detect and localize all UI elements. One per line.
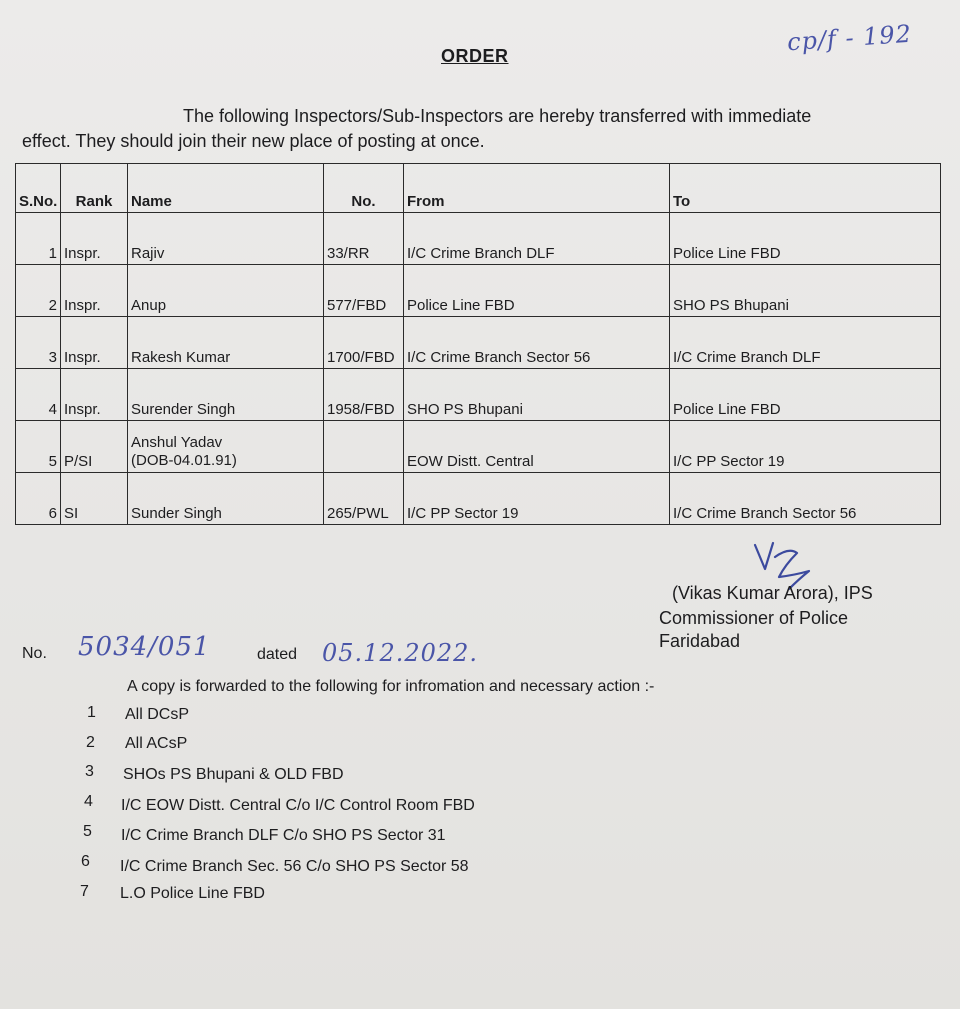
copy-item-number: 1 <box>87 704 96 721</box>
cell-from: Police Line FBD <box>404 265 670 317</box>
cell-to: SHO PS Bhupani <box>670 265 941 317</box>
order-title: ORDER <box>441 46 509 66</box>
copy-item-text: I/C Crime Branch Sec. 56 C/o SHO PS Sector 58 <box>120 858 469 875</box>
table-row <box>16 473 941 525</box>
dispatch-no-label: No. <box>22 645 47 662</box>
dated-label: dated <box>257 646 298 663</box>
cell-sno: 5 <box>16 421 61 473</box>
cell-to: Police Line FBD <box>670 213 941 265</box>
cell-name-line2: (DOB-04.01.91) <box>131 452 237 469</box>
cell-no: 1700/FBD <box>324 317 404 369</box>
cell-rank: Inspr. <box>61 317 128 369</box>
copy-item-text: I/C Crime Branch DLF C/o SHO PS Sector 31 <box>121 827 446 844</box>
signatory-name: (Vikas Kumar Arora), IPS <box>672 583 873 603</box>
table-header-row <box>16 164 941 213</box>
cell-name: Sunder Singh <box>128 473 324 525</box>
cell-sno: 1 <box>16 213 61 265</box>
header-rank: Rank <box>61 164 128 213</box>
cell-rank: Inspr. <box>61 213 128 265</box>
header-name: Name <box>128 164 324 213</box>
cell-name: Rakesh Kumar <box>128 317 324 369</box>
copy-item-number: 6 <box>81 853 90 870</box>
cell-no <box>324 421 404 473</box>
cell-from: SHO PS Bhupani <box>404 369 670 421</box>
cell-name: Rajiv <box>128 213 324 265</box>
copy-intro: A copy is forwarded to the following for infromation and necessary action :- <box>127 678 655 695</box>
cell-no: 33/RR <box>324 213 404 265</box>
header-no: No. <box>324 164 404 213</box>
cell-name: Surender Singh <box>128 369 324 421</box>
cell-to: I/C PP Sector 19 <box>670 421 941 473</box>
cell-to: I/C Crime Branch DLF <box>670 317 941 369</box>
cell-no: 1958/FBD <box>324 369 404 421</box>
cell-rank: Inspr. <box>61 265 128 317</box>
cell-from: I/C PP Sector 19 <box>404 473 670 525</box>
cell-to: I/C Crime Branch Sector 56 <box>670 473 941 525</box>
cell-from: I/C Crime Branch DLF <box>404 213 670 265</box>
signatory-designation: Commissioner of Police <box>659 608 849 628</box>
cell-no: 265/PWL <box>324 473 404 525</box>
signatory-place: Faridabad <box>659 631 741 651</box>
cell-to: Police Line FBD <box>670 369 941 421</box>
cell-name-line1: Anshul Yadav <box>131 434 223 451</box>
cell-name: Anup <box>128 265 324 317</box>
handwritten-reference: cp/f - 192 <box>786 19 913 57</box>
table-row <box>16 421 941 473</box>
dated-value: 05.12.2022. <box>322 639 479 667</box>
header-sno: S.No. <box>16 164 61 213</box>
header-from: From <box>404 164 670 213</box>
cell-sno: 4 <box>16 369 61 421</box>
header-to: To <box>670 164 941 213</box>
cell-sno: 6 <box>16 473 61 525</box>
copy-item-number: 7 <box>80 883 89 900</box>
cell-rank: SI <box>61 473 128 525</box>
cell-sno: 3 <box>16 317 61 369</box>
dispatch-no-value: 5034/051 <box>78 632 211 662</box>
copy-item-text: SHOs PS Bhupani & OLD FBD <box>123 766 344 783</box>
copy-item-text: All DCsP <box>125 706 190 723</box>
intro-line-1: The following Inspectors/Sub-Inspectors are hereby transferred with immediate <box>183 106 812 126</box>
copy-item-text: I/C EOW Distt. Central C/o I/C Control Room FBD <box>121 797 475 814</box>
table-row <box>16 265 941 317</box>
cell-from: I/C Crime Branch Sector 56 <box>404 317 670 369</box>
table-row <box>16 317 941 369</box>
copy-item-number: 5 <box>83 823 92 840</box>
intro-line-2: effect. They should join their new place of posting at once. <box>22 131 485 151</box>
copy-item-text: L.O Police Line FBD <box>120 885 265 902</box>
copy-item-text: All ACsP <box>125 735 188 752</box>
copy-item-number: 3 <box>85 763 94 780</box>
copy-item-number: 4 <box>84 793 93 810</box>
cell-rank: Inspr. <box>61 369 128 421</box>
table-row <box>16 213 941 265</box>
cell-name <box>128 421 324 473</box>
cell-rank: P/SI <box>61 421 128 473</box>
table-row <box>16 369 941 421</box>
cell-from: EOW Distt. Central <box>404 421 670 473</box>
cell-sno: 2 <box>16 265 61 317</box>
cell-no: 577/FBD <box>324 265 404 317</box>
copy-item-number: 2 <box>86 734 95 751</box>
transfer-table <box>15 163 941 525</box>
